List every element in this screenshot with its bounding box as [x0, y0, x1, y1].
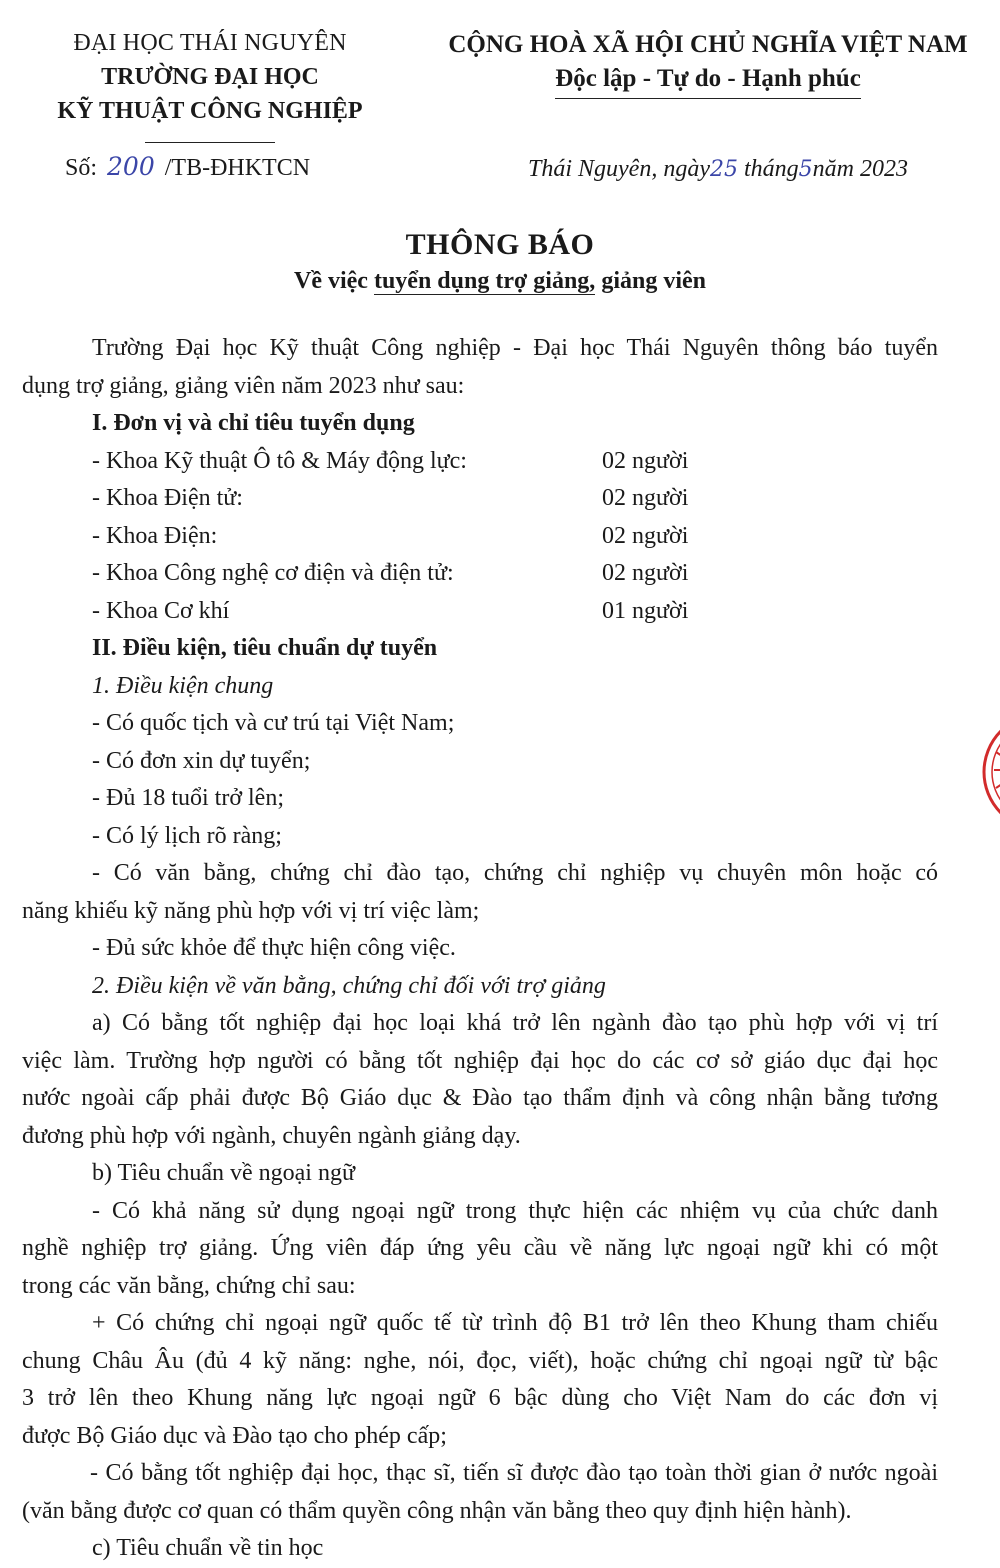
- red-seal-fragment: [980, 712, 1000, 832]
- handwritten-day: 25: [709, 157, 738, 182]
- country-name: CỘNG HOÀ XÃ HỘI CHỦ NGHĨA VIỆT NAM: [448, 31, 968, 58]
- condition-item: - Có văn bằng, chứng chỉ đào tạo, chứng chỉ nghiệp vụ chuyên môn hoặc có: [92, 860, 938, 886]
- issuer-divider: [145, 142, 275, 143]
- paragraph-heading: b) Tiêu chuẩn về ngoại ngữ: [92, 1160, 355, 1186]
- document-title: THÔNG BÁO: [405, 228, 595, 261]
- quota-row: - Khoa Điện: 02 người: [92, 522, 689, 549]
- paragraph-line: việc làm. Trường hợp người có bằng tốt nghiệp đại học do các cơ sở giáo dục đại học: [22, 1047, 938, 1074]
- condition-item: - Có quốc tịch và cư trú tại Việt Nam;: [92, 710, 455, 736]
- section-heading: II. Điều kiện, tiêu chuẩn dự tuyển: [92, 635, 438, 661]
- school-name-line2: KỸ THUẬT CÔNG NGHIỆP: [57, 98, 363, 124]
- school-name-line1: TRƯỜNG ĐẠI HỌC: [101, 64, 319, 90]
- paragraph-line: 3 trở lên theo Khung năng lực ngoại ngữ 6 bậc dùng cho Việt Nam do các đơn vị: [22, 1385, 938, 1411]
- paragraph-line: được Bộ Giáo dục và Đào tạo cho phép cấp;: [22, 1422, 447, 1449]
- quota-row: - Khoa Cơ khí 01 người: [92, 597, 689, 624]
- paragraph-line: chung Châu Âu (đủ 4 kỹ năng: nghe, nói, đọc, viết), hoặc chứng chỉ ngoại ngữ từ bậc: [22, 1347, 938, 1374]
- quota-row: - Khoa Điện tử: 02 người: [92, 485, 689, 511]
- paragraph-line: trong các văn bằng, chứng chỉ sau:: [22, 1272, 356, 1299]
- condition-item: - Đủ sức khỏe để thực hiện công việc.: [92, 935, 456, 961]
- paragraph-line: - Có khả năng sử dụng ngoại ngữ trong thực hiện các nhiệm vụ của chức danh: [92, 1197, 938, 1224]
- quota-row: - Khoa Kỹ thuật Ô tô & Máy động lực: 02 người: [92, 447, 689, 474]
- motto: Độc lập - Tự do - Hạnh phúc: [555, 62, 861, 99]
- paragraph-line: nghề nghiệp trợ giảng. Ứng viên đáp ứng yêu cầu về năng lực ngoại ngữ khi có một: [22, 1235, 938, 1261]
- intro-line: dụng trợ giảng, giảng viên năm 2023 như sau:: [22, 372, 465, 399]
- issuer-block: [20, 26, 400, 143]
- paragraph-line: + Có chứng chỉ ngoại ngữ quốc tế từ trình độ B1 trở lên theo Khung tham chiếu: [92, 1310, 938, 1336]
- section-heading: I. Đơn vị và chỉ tiêu tuyển dụng: [92, 410, 415, 436]
- condition-item: - Đủ 18 tuổi trở lên;: [92, 785, 284, 811]
- parent-org: ĐẠI HỌC THÁI NGUYÊN: [73, 30, 347, 56]
- intro-line: Trường Đại học Kỹ thuật Công nghiệp - Đại học Thái Nguyên thông báo tuyển: [92, 335, 938, 361]
- quota-row: - Khoa Công nghệ cơ điện và điện tử: 02 người: [92, 560, 689, 586]
- national-motto-block: [418, 28, 998, 99]
- handwritten-number: 200: [107, 152, 155, 181]
- paragraph-line: a) Có bằng tốt nghiệp đại học loại khá trở lên ngành đào tạo phù hợp với vị trí: [92, 1010, 938, 1036]
- paragraph-line: (văn bằng được cơ quan có thẩm quyền công nhận văn bằng theo quy định hiện hành).: [22, 1497, 852, 1524]
- document-body: [22, 330, 938, 1568]
- subsection-heading: 1. Điều kiện chung: [92, 672, 274, 699]
- condition-item: - Có lý lịch rõ ràng;: [92, 822, 282, 849]
- document-number: Số: 200 /TB-ĐHKTCN: [65, 152, 311, 181]
- condition-item-cont: năng khiếu kỹ năng phù hợp với vị trí việc làm;: [22, 897, 480, 924]
- paragraph-line: - Có bằng tốt nghiệp đại học, thạc sĩ, tiến sĩ được đào tạo toàn thời gian ở nước ngoài: [90, 1460, 938, 1486]
- condition-item: - Có đơn xin dự tuyển;: [92, 747, 311, 774]
- paragraph-line: nước ngoài cấp phải được Bộ Giáo dục & Đào tạo thẩm định và công nhận bằng tương: [22, 1085, 938, 1111]
- handwritten-month: 5: [798, 157, 813, 182]
- document-subtitle: Về việc tuyển dụng trợ giảng, giảng viên: [294, 268, 706, 294]
- paragraph-line: đương phù hợp với ngành, chuyên ngành giảng dạy.: [22, 1122, 521, 1149]
- subsection-heading: 2. Điều kiện về văn bằng, chứng chỉ đối với trợ giảng: [92, 972, 606, 999]
- place-date: Thái Nguyên, ngày25 tháng5năm 2023: [528, 156, 908, 182]
- seal-icon: [980, 712, 1000, 832]
- paragraph-heading: c) Tiêu chuẩn về tin học: [92, 1535, 324, 1561]
